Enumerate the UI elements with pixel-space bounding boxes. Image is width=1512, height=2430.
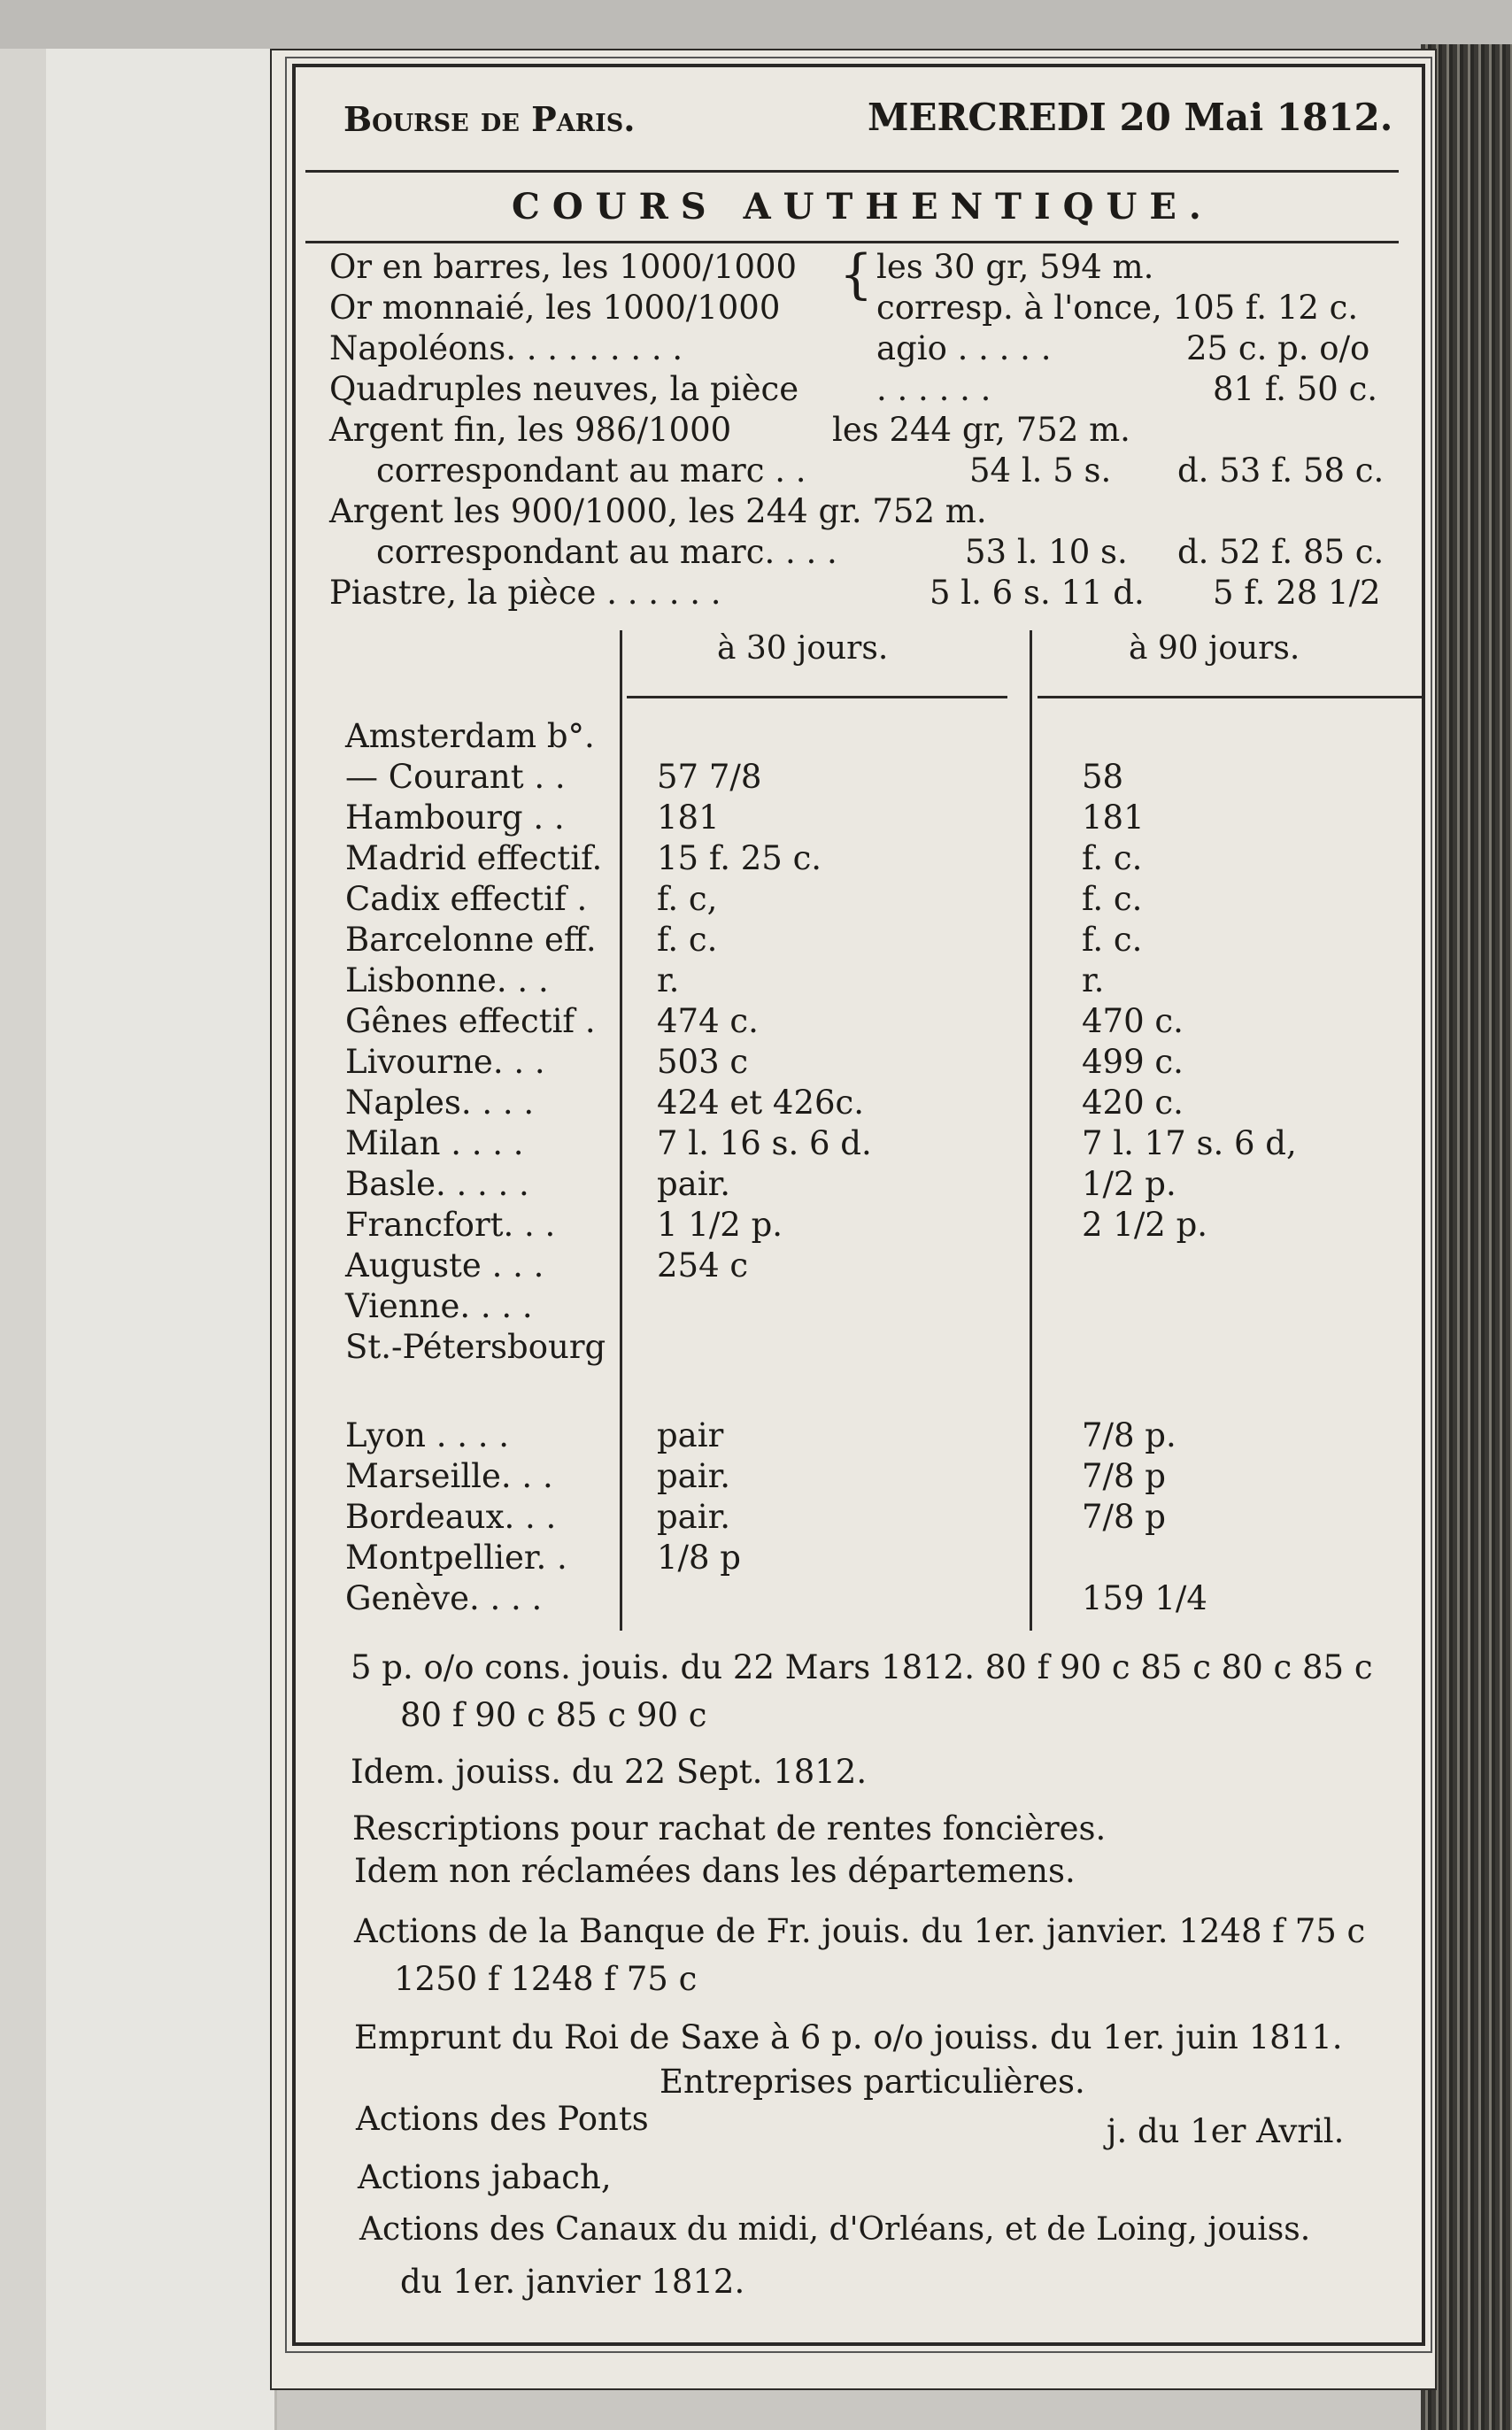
metal-row-mid: agio . . . . . — [876, 329, 1052, 367]
funds-banque-line1: Actions de la Banque de Fr. jouis. du 1er. janvier. 1248 f 75 c — [354, 1912, 1366, 1950]
metal-row-value: d. 53 f. 58 c. — [1177, 451, 1385, 490]
exchange-90-days-value: 7/8 p — [1082, 1457, 1166, 1495]
exchange-place: Auguste . . . — [345, 1246, 544, 1284]
exchange-30-days-value: 503 c — [657, 1043, 749, 1081]
metal-row-label: Argent fin, les 986/1000 — [329, 411, 732, 449]
exchange-90-days-value: 1/2 p. — [1082, 1165, 1176, 1203]
exchange-30-days-value: pair — [657, 1416, 724, 1454]
exchange-place: Cadix effectif . — [345, 880, 588, 918]
exchange-30-days-value: 15 f. 25 c. — [657, 839, 822, 877]
exchange-place: Barcelonne eff. — [345, 921, 597, 959]
exchange-place: Gênes effectif . — [345, 1002, 596, 1040]
funds-idem-sept: Idem. jouiss. du 22 Sept. 1812. — [351, 1753, 868, 1791]
exchange-30-days-value: pair. — [657, 1498, 730, 1536]
exchange-30-days-value: 7 l. 16 s. 6 d. — [657, 1124, 872, 1162]
exchange-place: Milan . . . . — [345, 1124, 524, 1162]
metal-row-label: correspondant au marc. . . . — [376, 533, 837, 571]
exchange-90-days-value: 7 l. 17 s. 6 d, — [1082, 1124, 1297, 1162]
exchange-30-days-value: f. c. — [657, 921, 718, 959]
exchange-30-days-value: 424 et 426c. — [657, 1084, 865, 1122]
funds-ponts: Actions des Ponts — [356, 2100, 649, 2138]
exchange-30-days-value: f. c, — [657, 880, 718, 918]
exchange-place: Livourne. . . — [345, 1043, 545, 1081]
header-rule — [305, 170, 1399, 173]
funds-canaux-line1: Actions des Canaux du midi, d'Orléans, et de Loing, jouiss. — [359, 2211, 1311, 2248]
exchange-place: Amsterdam b°. — [345, 717, 595, 755]
exchange-30-days-value: 254 c — [657, 1246, 749, 1284]
header-bourse: Bourse de Paris. — [343, 99, 636, 139]
exchange-90-days-value: 181 — [1082, 798, 1145, 837]
exchange-30-days-value: 1 1/2 p. — [657, 1206, 783, 1244]
metal-row-label: Napoléons. . . . . . . . . — [329, 329, 683, 367]
exchange-place: Montpellier. . — [345, 1539, 567, 1577]
funds-cons-line1: 5 p. o/o cons. jouis. du 22 Mars 1812. 80 f 90 c 85 c 80 c 85 c — [351, 1648, 1373, 1686]
exchange-90-days-value: 7/8 p. — [1082, 1416, 1176, 1454]
exchange-place: Madrid effectif. — [345, 839, 603, 877]
exchange-place: Hambourg . . — [345, 798, 565, 837]
exchange-90-days-value: 58 — [1082, 758, 1124, 796]
funds-banque-line2: 1250 f 1248 f 75 c — [394, 1960, 698, 1998]
metal-row-mid: 54 l. 5 s. — [969, 451, 1112, 490]
exchange-90-days-value: 159 1/4 — [1082, 1579, 1207, 1617]
metal-row-label: Argent les 900/1000, les 244 gr. 752 m. — [329, 492, 987, 530]
exchange-30-days-value: 181 — [657, 798, 720, 837]
column-divider — [620, 630, 622, 1631]
funds-entreprises: Entreprises particulières. — [660, 2063, 1085, 2101]
exchange-90-days-value: 7/8 p — [1082, 1498, 1166, 1536]
metal-row-label: Or en barres, les 1000/1000 — [329, 248, 798, 286]
exchange-90-days-value: f. c. — [1082, 921, 1143, 959]
page-title: COURS AUTHENTIQUE. — [512, 186, 1214, 228]
metal-row-value: corresp. à l'once, 105 f. 12 c. — [876, 289, 1359, 327]
metal-row-mid: . . . . . . — [876, 370, 991, 408]
exchange-90-days-value: 2 1/2 p. — [1082, 1206, 1208, 1244]
funds-ponts-date: j. du 1er Avril. — [1107, 2112, 1345, 2150]
exchange-place: Genève. . . . — [345, 1579, 543, 1617]
exchange-90-days-value: f. c. — [1082, 880, 1143, 918]
exchange-90-days-value: f. c. — [1082, 839, 1143, 877]
exchange-place: Bordeaux. . . — [345, 1498, 557, 1536]
metal-row-mid: 53 l. 10 s. — [965, 533, 1128, 571]
exchange-90-days-value: 470 c. — [1082, 1002, 1184, 1040]
col-header-30: à 30 jours. — [717, 630, 889, 667]
metal-row-label: correspondant au marc . . — [376, 451, 806, 490]
exchange-30-days-value: r. — [657, 961, 680, 999]
exchange-30-days-value: pair. — [657, 1165, 730, 1203]
metal-row-value: les 30 gr, 594 m. — [876, 248, 1154, 286]
metal-row-value: 81 f. 50 c. — [1213, 370, 1378, 408]
metal-row-label: Or monnaié, les 1000/1000 — [329, 289, 781, 327]
funds-idem-non: Idem non réclamées dans les départemens. — [354, 1852, 1076, 1890]
exchange-place: Lisbonne. . . — [345, 961, 549, 999]
exchange-place: Francfort. . . — [345, 1206, 556, 1244]
metal-row-mid: les 244 gr, 752 m. — [832, 411, 1130, 449]
exchange-place: Marseille. . . — [345, 1457, 553, 1495]
exchange-30-days-value: 474 c. — [657, 1002, 759, 1040]
funds-canaux-line2: du 1er. janvier 1812. — [400, 2263, 745, 2301]
exchange-90-days-value: 499 c. — [1082, 1043, 1184, 1081]
background-top — [0, 0, 1512, 55]
exchange-30-days-value: 1/8 p — [657, 1539, 741, 1577]
header-date: MERCREDI 20 Mai 1812. — [868, 96, 1393, 139]
facing-page-edge — [0, 49, 46, 2430]
col-header-rule — [627, 696, 1007, 698]
metal-row-value: 5 f. 28 1/2 — [1213, 574, 1381, 612]
exchange-place: Basle. . . . . — [345, 1165, 529, 1203]
funds-emprunt: Emprunt du Roi de Saxe à 6 p. o/o jouiss. du 1er. juin 1811. — [354, 2018, 1343, 2056]
exchange-90-days-value: 420 c. — [1082, 1084, 1184, 1122]
metal-row-label: Piastre, la pièce . . . . . . — [329, 574, 721, 612]
exchange-30-days-value: pair. — [657, 1457, 730, 1495]
exchange-90-days-value: r. — [1082, 961, 1105, 999]
metal-row-label: Quadruples neuves, la pièce — [329, 370, 799, 408]
funds-jabach: Actions jabach, — [358, 2158, 612, 2196]
exchange-place: Lyon . . . . — [345, 1416, 510, 1454]
col-header-rule — [1038, 696, 1423, 698]
column-divider — [1030, 630, 1032, 1631]
exchange-place: Vienne. . . . — [345, 1287, 533, 1325]
metal-row-value: 25 c. p. o/o — [1186, 329, 1370, 367]
metal-row-mid: 5 l. 6 s. 11 d. — [930, 574, 1145, 612]
brace-symbol: { — [839, 243, 874, 305]
col-header-90: à 90 jours. — [1129, 630, 1300, 667]
exchange-place: — Courant . . — [345, 758, 566, 796]
exchange-place: St.-Pétersbourg — [345, 1328, 606, 1366]
exchange-30-days-value: 57 7/8 — [657, 758, 762, 796]
metal-row-value: d. 52 f. 85 c. — [1177, 533, 1385, 571]
funds-cons-line2: 80 f 90 c 85 c 90 c — [400, 1696, 707, 1734]
funds-rescriptions: Rescriptions pour rachat de rentes foncières. — [352, 1809, 1107, 1848]
exchange-place: Naples. . . . — [345, 1084, 535, 1122]
